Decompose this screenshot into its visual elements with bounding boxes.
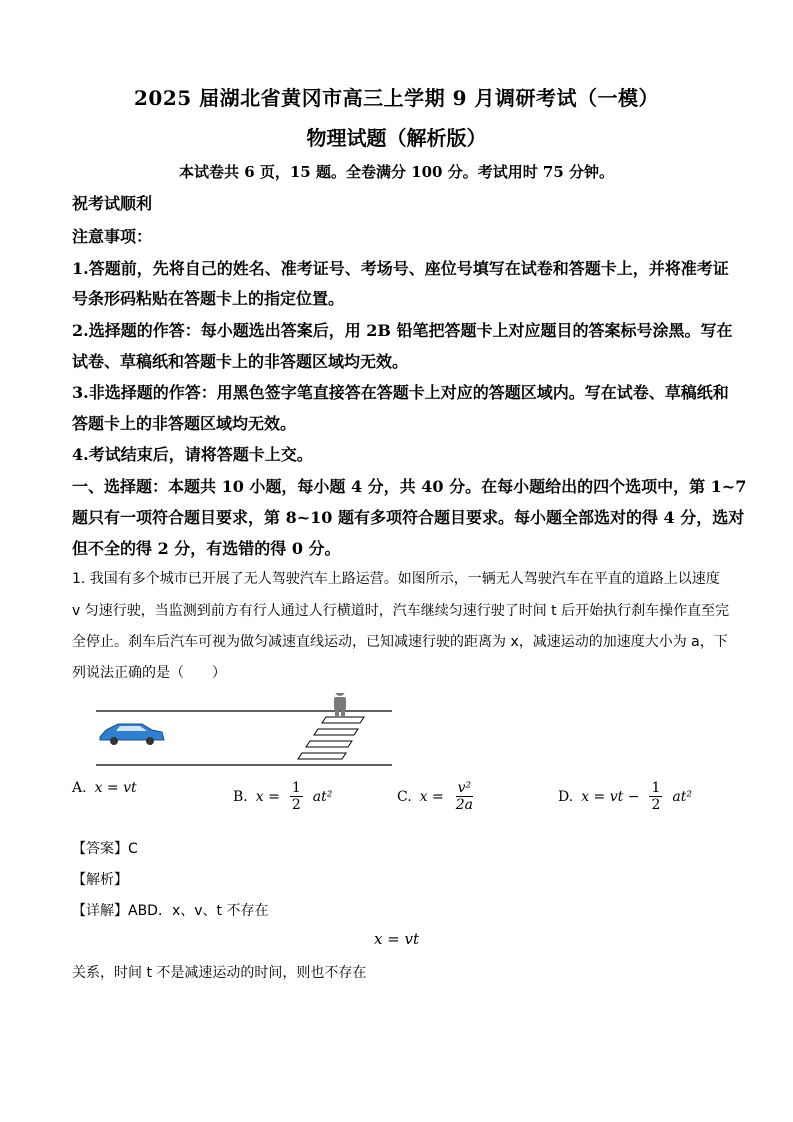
car-icon [100,724,164,745]
option-d-fraction [649,780,662,813]
option-c-label: C. [397,788,412,805]
note-3-line-1: 3.非选择题的作答：用黑色签字笔直接答在答题卡上对应的答题区域内。写在试卷、草稿纸和 [72,383,729,402]
section-line-3: 但不全的得 2 分，有选错的得 0 分。 [72,539,341,558]
option-b-lhs: x = [255,788,280,805]
option-b-rhs: at² [312,788,333,805]
note-1-line-1: 1.答题前，先将自己的姓名、准考证号、考场号、座位号填写在试卷和答题卡上，并将准考证 [72,259,729,278]
section-line-2: 题只有一项符合题目要求，第 8~10 题有多项符合题目要求。每小题全部选对的得 4 分，选对 [72,508,745,527]
question-1-line-2: v 匀速行驶，当监测到前方有行人通过人行横道时，汽车继续匀速行驶了时间 t 后开始执行刹车操作直至完 [72,603,730,619]
option-a-label: A. [72,780,87,796]
detail-equation: x = vt [373,930,420,948]
crosswalk-icon [298,717,364,759]
option-d[interactable] [558,780,692,813]
note-1-line-2: 号条形码粘贴在答题卡上的指定位置。 [72,289,345,308]
analysis-line [72,869,732,889]
option-c-fraction [454,780,475,813]
option-c-denominator: 2a [455,797,474,813]
detail-line-2: 关系，时间 t 不是减速运动的时间，则也不存在 [72,965,367,981]
option-b-fraction [290,780,303,813]
option-b-label: B. [233,788,248,805]
option-b-numerator: 1 [291,780,301,796]
option-a-expression: x = vt [94,780,137,796]
note-2-line-2: 试卷、草稿纸和答题卡上的非答题区域均无效。 [72,352,409,371]
option-a[interactable] [72,780,137,796]
option-d-label: D. [558,788,574,805]
pedestrian-icon [334,693,346,718]
notes-heading: 注意事项： [72,227,153,246]
exam-title: 2025 届湖北省黄冈市高三上学期 9 月调研考试（一模） [134,86,659,110]
question-1-line-3: 全停止。刹车后汽车可视为做匀减速直线运动，已知减速行驶的距离为 x，减速运动的加速度大小为 a，下 [72,634,728,650]
road-illustration [96,693,396,773]
option-c-numerator: v² [457,780,472,796]
option-c-lhs: x = [419,788,444,805]
exam-info: 本试卷共 6 页，15 题。全卷满分 100 分。考试用时 75 分钟。 [178,163,615,181]
option-d-denominator: 2 [651,797,661,813]
option-d-lhs: x = vt − [581,788,640,805]
option-b[interactable] [233,780,332,813]
question-1-line-4: 列说法正确的是（ ） [72,665,226,681]
option-d-rhs: at² [672,788,692,805]
option-b-denominator: 2 [291,797,301,813]
option-d-numerator: 1 [651,780,661,796]
answer-tag: 【答案】 [72,841,128,857]
exam-subtitle: 物理试题（解析版） [306,126,487,150]
question-1-line-1: 1. 我国有多个城市已开展了无人驾驶汽车上路运营。如图所示，一辆无人驾驶汽车在平直的道路上以速度 [72,571,720,587]
answer-line [72,838,732,858]
option-c[interactable] [397,780,477,813]
answer-value: C [128,841,138,857]
wish-text: 祝考试顺利 [72,194,153,213]
section-line-1: 一、选择题：本题共 10 小题，每小题 4 分，共 40 分。在每小题给出的四个选项中，第 1~7 [72,477,747,496]
detail-line-1 [72,900,732,920]
note-4: 4.考试结束后，请将答题卡上交。 [72,445,313,464]
detail-text-1: ABD．x、v、t 不存在 [128,903,269,919]
note-3-line-2: 答题卡上的非答题区域均无效。 [72,414,297,433]
analysis-tag: 【解析】 [72,872,128,888]
detail-tag: 【详解】 [72,903,128,919]
note-2-line-1: 2.选择题的作答：每小题选出答案后，用 2B 铅笔把答题卡上对应题目的答案标号涂黑。写在 [72,321,733,340]
